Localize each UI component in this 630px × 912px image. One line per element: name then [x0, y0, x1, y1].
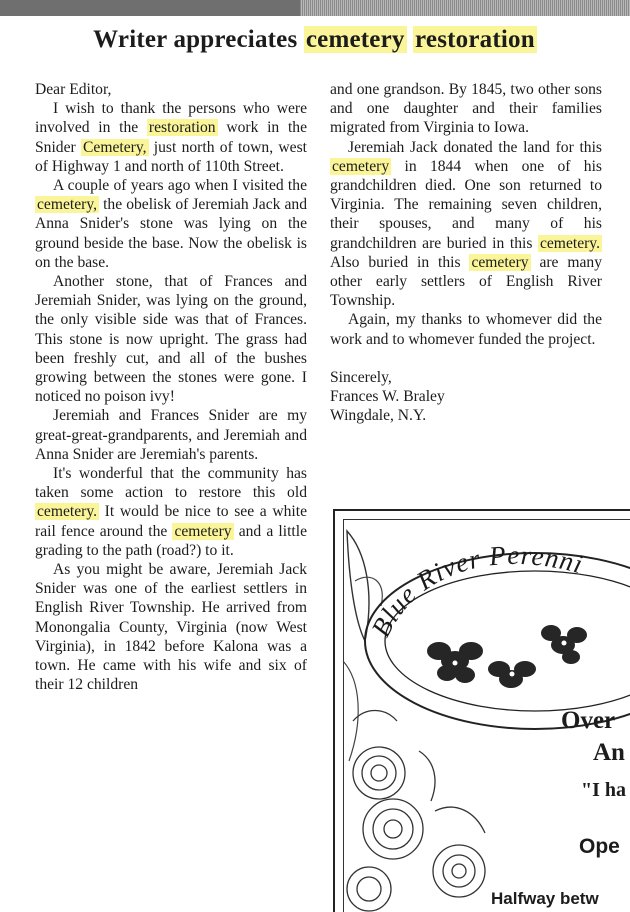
- paragraph-2: A couple of years ago when I visited the cemetery, the obelisk of Jeremiah Jack and Anna Snider's stone was lying on the ground beside the base. Now the obelisk is on the base.: [35, 177, 307, 271]
- signer-name: Frances W. Braley: [330, 388, 445, 406]
- page-top-border: [0, 0, 630, 16]
- paragraph-8: Again, my thanks to whomever did the work and to whomever funded the project.: [330, 311, 602, 348]
- highlight-cemetery: cemetery: [174, 522, 232, 540]
- closing: Sincerely,: [330, 369, 392, 387]
- ad-halfway: Halfway betw: [491, 889, 599, 908]
- highlight-cemetery: cemetery: [471, 253, 529, 271]
- highlight-cemetery: cemetery: [332, 157, 390, 175]
- ad-quote: "I ha: [581, 779, 627, 801]
- paragraph-3: Another stone, that of Frances and Jeremiah Snider, was lying on the ground, the only visible side was that of Frances. This stone is now upright. The grass had been freshly cut, and all of the bushes growing between the stones were gone. I noticed no poison ivy!: [35, 273, 307, 406]
- paragraph-6-continued: and one grandson. By 1845, two other sons and one daughter and their families migrated from Virginia to Iowa.: [330, 81, 602, 137]
- advertisement: [333, 509, 630, 912]
- highlight-cemetery: cemetery.: [37, 503, 98, 521]
- highlight-cemetery: cemetery,: [37, 196, 98, 214]
- highlight-cemetery: Cemetery,: [83, 138, 147, 156]
- ad-banner-text: Blue River Perenni: [365, 539, 587, 642]
- paragraph-6-start: As you might be aware, Jeremiah Jack Snider was one of the earliest settlers in English River Township. He arrived from Monongalia County, Virginia (now West Virginia), in 1842 before Kalona was a town. He came with his wife and six of their 12 children: [35, 561, 307, 694]
- ad-open: Ope: [579, 835, 620, 858]
- letter-column-left: [35, 80, 307, 695]
- rose-decoration: [347, 711, 485, 912]
- highlight-cemetery: cemetery.: [539, 234, 600, 252]
- headline-highlight-cemetery: cemetery: [305, 26, 405, 53]
- ad-line-over: Over: [561, 707, 616, 734]
- paragraph-5: It's wonderful that the community has taken some action to restore this old cemetery. It would be nice to see a white rail fence around the cemetery and a little grading to the path (road?) to it.: [35, 465, 308, 559]
- paragraph-4: Jeremiah and Frances Snider are my great-great-grandparents, and Jeremiah and Anna Snider are Jeremiah's parents.: [35, 407, 307, 463]
- signer-location: Wingdale, N.Y.: [330, 407, 427, 425]
- salutation: Dear Editor,: [35, 81, 112, 98]
- headline-highlight-restoration: restoration: [415, 26, 535, 53]
- flower-icon: [427, 625, 587, 688]
- banner-oval: [365, 553, 630, 729]
- letter-column-right: [330, 80, 602, 426]
- ad-line-an: An: [593, 739, 625, 766]
- highlight-restoration: restoration: [148, 119, 216, 137]
- lily-decoration: [347, 531, 369, 641]
- headline: Writer appreciates cemetery restoration: [93, 26, 535, 53]
- paragraph-7: Jeremiah Jack donated the land for this cemetery in 1844 when one of his grandchildren died. One son returned to Virginia. The remaining seven children, their spouses, and many of his grandchildren are buried in this cemetery. Also buried in this cemetery are many other early settlers of English River Township.: [330, 138, 602, 310]
- paragraph-1: I wish to thank the persons who were involved in the restoration work in the Snider Cemetery, just north of town, west of Highway 1 and north of 110th Street.: [35, 100, 307, 175]
